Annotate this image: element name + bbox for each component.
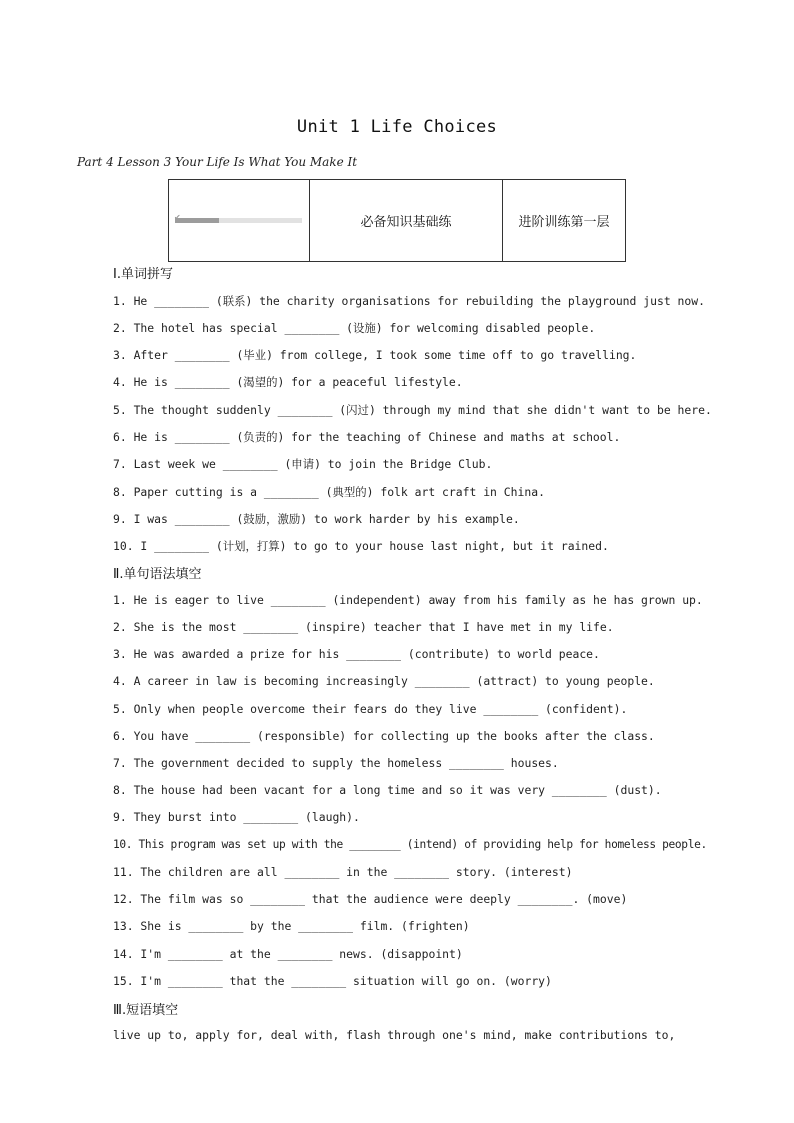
exercise-line: 12. The film was so ________ that the audience were deeply ________. (move) bbox=[113, 892, 628, 906]
section-heading: Ⅲ.短语填空 bbox=[113, 1003, 179, 1018]
header-cell-basic: 必备知识基础练 bbox=[310, 180, 503, 262]
exercise-line: 3. After ________ (毕业) from college, I took some time off to go travelling. bbox=[113, 348, 637, 362]
exercise-line: 2. She is the most ________ (inspire) teacher that I have met in my life. bbox=[113, 620, 614, 634]
section-heading: Ⅰ.单词拼写 bbox=[113, 267, 173, 282]
exercise-line: 14. I'm ________ at the ________ news. (disappoint) bbox=[113, 947, 463, 961]
exercise-line: 8. Paper cutting is a ________ (典型的) folk art craft in China. bbox=[113, 485, 545, 499]
exercise-line: 15. I'm ________ that the ________ situation will go on. (worry) bbox=[113, 974, 552, 988]
exercise-line: 2. The hotel has special ________ (设施) for welcoming disabled people. bbox=[113, 321, 596, 335]
section-heading: Ⅱ.单句语法填空 bbox=[113, 567, 202, 582]
exercise-line: 1. He is eager to live ________ (independent) away from his family as he has grown up. bbox=[113, 593, 703, 607]
exercise-line: 1. He ________ (联系) the charity organisations for rebuilding the playground just now. bbox=[113, 294, 705, 308]
exercise-line: 10. I ________ (计划，打算) to go to your house last night, but it rained. bbox=[113, 539, 609, 553]
exercise-line: 8. The house had been vacant for a long time and so it was very ________ (dust). bbox=[113, 783, 662, 797]
header-table bbox=[168, 179, 626, 262]
page-title: Unit 1 Life Choices bbox=[296, 117, 498, 137]
exercise-line: 3. He was awarded a prize for his ________ (contribute) to world peace. bbox=[113, 647, 600, 661]
lesson-subtitle: Part 4 Lesson 3 Your Life Is What You Make It bbox=[77, 155, 358, 169]
exercise-line: 5. The thought suddenly ________ (闪过) through my mind that she didn't want to be here. bbox=[113, 403, 712, 417]
exercise-line: 9. I was ________ (鼓励，激励) to work harder by his example. bbox=[113, 512, 520, 526]
exercise-line: 6. You have ________ (responsible) for collecting up the books after the class. bbox=[113, 729, 655, 743]
exercise-line: 4. He is ________ (渴望的) for a peaceful lifestyle. bbox=[113, 375, 463, 389]
exercise-line: 13. She is ________ by the ________ film. (frighten) bbox=[113, 919, 470, 933]
phrase-bank: live up to, apply for, deal with, flash through one's mind, make contributions to, bbox=[113, 1028, 676, 1042]
progress-bar-fill bbox=[175, 218, 219, 223]
progress-bar bbox=[175, 218, 302, 223]
exercise-line: 4. A career in law is becoming increasingly ________ (attract) to young people. bbox=[113, 674, 655, 688]
exercise-line: 10. This program was set up with the ________ (intend) of providing help for homeless people. bbox=[113, 838, 707, 851]
exercise-line: 7. Last week we ________ (申请) to join the Bridge Club. bbox=[113, 457, 493, 471]
exercise-line: 5. Only when people overcome their fears do they live ________ (confident). bbox=[113, 702, 628, 716]
exercise-line: 6. He is ________ (负责的) for the teaching of Chinese and maths at school. bbox=[113, 430, 621, 444]
header-cell-advanced: 进阶训练第一层 bbox=[503, 180, 626, 262]
exercise-line: 7. The government decided to supply the homeless ________ houses. bbox=[113, 756, 559, 770]
exercise-line: 11. The children are all ________ in the ________ story. (interest) bbox=[113, 865, 573, 879]
exercise-line: 9. They burst into ________ (laugh). bbox=[113, 810, 360, 824]
progress-cell bbox=[169, 180, 310, 262]
